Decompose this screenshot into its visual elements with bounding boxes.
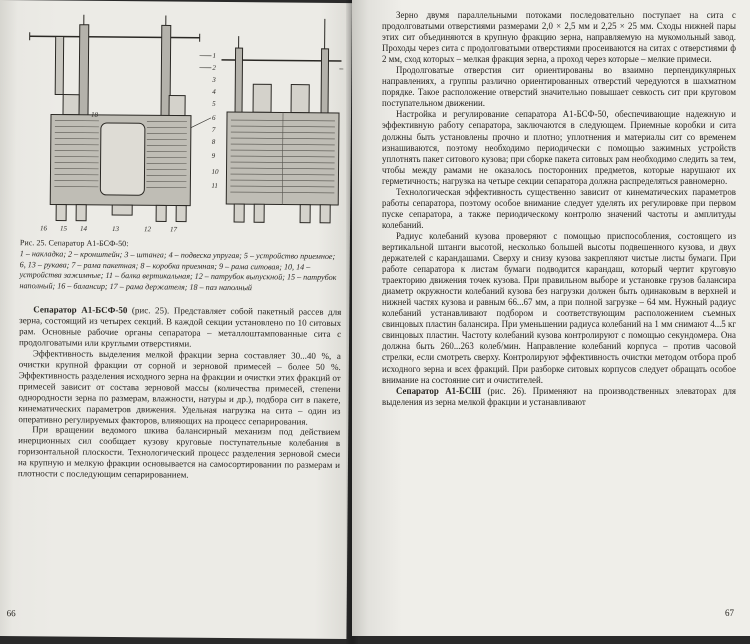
paragraph: Технологическая эффективность существенно зависит от кинематических параметров работы сепаратора, поэтому особое внимание следует уделять их регулировке при первом пуске сепаратора, а также периодическому контролю значений частоты и амплитуды колебаний. [382, 186, 736, 230]
page-number: 66 [6, 608, 16, 619]
figure-number: 16 [39, 224, 48, 233]
figure-number: 2 [212, 63, 216, 72]
paragraph: Зерно двумя параллельными потоками последовательно поступает на сита с продолговатыми отверстиями размерами 2,0 × 2,5 мм и 2,25 × 25 мм. Сходы нижней пары этих сит объединяются в крупную фракцию зерна, направляемую на мукомольный завод. Проходы через сита с продолговатыми отверстиями просеиваются на ситах с отверстиями ф 2 мм, сход которых – мелкая фракция зерна, а проход через которые – мелкие примеси. [382, 10, 736, 65]
figure-number: 1 [212, 51, 217, 60]
figure-number: 3 [212, 75, 216, 84]
paragraph: Продолговатые отверстия сит ориентированы во взаимно перпендикулярных направлениях, а группы различно ориентированных отверстий чередуются в шахматном порядке. Такое расположение отверстий значительно повышает севкость сит при круговом поступательном движении. [382, 65, 736, 109]
figure-number: 4 [212, 87, 216, 96]
figure-number: 15 [59, 224, 68, 233]
left-page [0, 0, 352, 639]
figure-number: 13 [111, 224, 120, 234]
right-page [352, 0, 750, 636]
figure-number: 10 [211, 167, 219, 176]
paragraph: Эффективность выделения мелкой фракции зерна составляет 30...40 %, а очистки крупной фракции от сорной и зерновой примесей – более 50 %. Эффективность разделения исходного зерна на фракции и очистки этих фракций от примесей зависит от состава зерновой массы (количества примесей, степени однородности зерна по размерам, влажности, натуры и др.), подбора сит в пакете, кинематических параметров движения. Удельная нагрузка на сита – один из оперативно регулируемых факторов, влияющих на процесс сепарирования. [18, 348, 341, 427]
paragraph: Настройка и регулирование сепаратора А1-БСФ-50, обеспечивающие надежную и эффективную работу сепаратора, заключаются в следующем. Приемные коробки и сита должны быть установлены прочно и плотно; уплотнения и материалы сит со временем изнашиваются, поэтому необходимо периодически с помощью зажимных устройств уплотнять пакет ситового кузова; при сборке пакета ситовых рам необходимо следить за тем, чтобы между рамами не оказалось посторонних предметов, которые нарушают их герметичность; нагрузка на четыре секции сепаратора должна распределяться равномерно. [382, 109, 736, 186]
figure-number: 17 [169, 225, 178, 234]
section-paragraph [19, 304, 341, 351]
figure-caption-title: Рис. 25. Сепаратор А1-БСФ-50: [19, 238, 129, 249]
paragraph-text: (рис. 25). Представляет собой пакетный рассев для зерна, состоящий из четырех секций. В каждой секции установлено по 10 ситовых рам. Основные рабочие органы сепаратора – металлоштампованные сита с продолговатыми или круглыми отверстиями. [18, 305, 342, 349]
paragraph-text: (рис. 26). Применяют на производственных элеваторах для выделения из зерна мелкой фракции и устанавливают [382, 385, 736, 407]
figure-number: 11 [211, 181, 218, 190]
separator-drawing [20, 6, 344, 237]
paragraph: Радиус колебаний кузова проверяют с помощью приспособления, состоящего из вертикальной штанги высотой, несколько большей высоты подвешенного кузова, и двух держателей с карандашами. Сверху и снизу кузова закрепляют чистые листы бумаги. При работе сепаратора к листам бумаги подводится карандаш, который чертит круговую траекторию движения точек кузова. При правильном выборе и установке грузов балансира диаметр окружности колебаний кузова без нагрузки должен быть одинаковым в верхней и нижней частях кузова и равным 66...67 мм, а при полной загрузке – 64 мм. Нужный радиус колебаний устанавливают подбором и соответствующим расположением съемных свинцовых пластин балансира. При уменьшении радиуса колебаний на 1 мм снимают 4...5 кг свинцовых пластин. Частоту колебаний кузова контролируют с помощью секундомера. Она должна быть 260...263 колеб/мин. Направление колебаний корпуса – против часовой стрелки, если смотреть сверху. Контролируют эффективность очистки методом отбора проб исходного зерна и всех фракций. При разборке ситовых корпусов следует обращать особое внимание на состояние сит и очистителей. [382, 230, 736, 385]
figure-number: 7 [211, 125, 216, 134]
figure-number: 6 [211, 113, 216, 122]
figure-number: 5 [212, 99, 216, 108]
paragraph: При вращении ведомого шкива балансирный механизм под действием инерционных сил сообщает кузову круговые поступательные колебания в горизонтальной плоскости. Технологический процесс разделения зерновой смеси на крупную и мелкую фракции основывается на самосортировании по размерам и плотности с последующим сепарированием. [17, 424, 341, 480]
section-heading: Сепаратор А1-БСФ-50 [33, 304, 128, 316]
figure-caption-legend: 1 – накладка; 2 – кронштейн; 3 – штанга; 4 – подвеска упругая; 5 – устройство приемное; 6, 13 – рукава; 7 – рама пакетная; 8 – коробка приемная; 9 – рама ситовая; 10, 14 – устройства зажимные; 11 – балка вертикальная; 12 – патрубок выпускной; 15 – патрубок наполный; 16 – балансир; 17 – рама держателя; 18 – паз наполный [19, 248, 337, 293]
section-heading: Сепаратор А1-БСШ [396, 385, 481, 396]
page-number: 67 [725, 608, 734, 618]
figure-caption [19, 238, 341, 295]
separator-figure [20, 6, 344, 237]
figure-number: 9 [211, 151, 216, 160]
section-paragraph [382, 386, 736, 408]
figure-number: 18 [90, 110, 99, 119]
figure-number: 8 [211, 137, 216, 146]
figure-number: 12 [143, 225, 152, 234]
figure-number: 14 [79, 224, 88, 233]
